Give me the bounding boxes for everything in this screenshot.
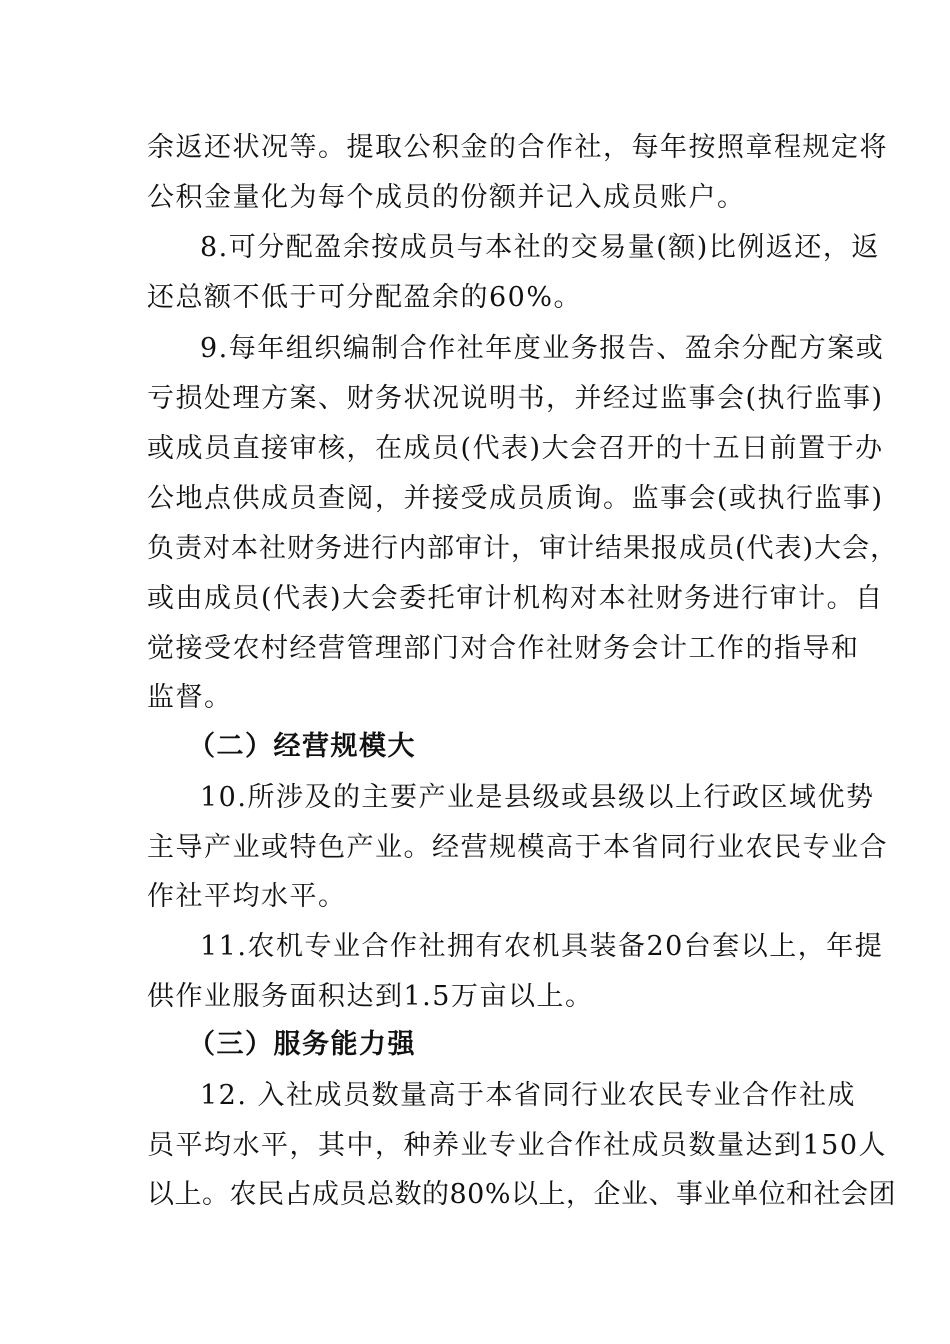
text-line [0, 424, 950, 474]
line-text: 供作业服务面积达到1.5万亩以上。 [147, 981, 594, 1012]
text-line [0, 273, 950, 323]
text-line [0, 173, 950, 223]
heading-text: （三）服务能力强 [188, 1029, 416, 1060]
line-text: 主导产业或特色产业。经营规模高于本省同行业农民专业合 [147, 832, 888, 863]
line-text: 11.农机专业合作社拥有农机具装备20台套以上，年提 [200, 931, 884, 962]
text-line [0, 673, 950, 723]
text-line [0, 922, 950, 972]
text-line [0, 1121, 950, 1171]
line-text: 公积金量化为每个成员的份额并记入成员账户。 [147, 182, 746, 213]
text-line [0, 823, 950, 873]
line-text: 12. 入社成员数量高于本省同行业农民专业合作社成 [200, 1080, 857, 1111]
line-text: 觉接受农村经营管理部门对合作社财务会计工作的指导和 [147, 633, 860, 664]
text-line [0, 324, 950, 374]
line-text: 监督。 [147, 682, 233, 713]
line-text: 作社平均水平。 [147, 881, 347, 912]
text-line [0, 374, 950, 424]
heading-text: （二）经营规模大 [188, 731, 416, 762]
text-line [0, 123, 950, 173]
line-text: 以上。农民占成员总数的80%以上，企业、事业单位和社会团 [147, 1179, 897, 1210]
line-text: 或成员直接审核，在成员(代表)大会召开的十五日前置于办 [147, 433, 884, 464]
section-heading [0, 1020, 950, 1070]
line-text: 负责对本社财务进行内部审计，审计结果报成员(代表)大会， [147, 533, 899, 564]
line-text: 还总额不低于可分配盈余的60%。 [147, 282, 583, 313]
line-text: 10.所涉及的主要产业是县级或县级以上行政区域优势 [200, 782, 875, 813]
line-text: 或由成员(代表)大会委托审计机构对本社财务进行审计。自 [147, 583, 884, 614]
text-line [0, 574, 950, 624]
text-line [0, 773, 950, 823]
text-line [0, 1170, 950, 1220]
line-text: 亏损处理方案、财务状况说明书，并经过监事会(执行监事) [147, 383, 884, 414]
text-line [0, 1071, 950, 1121]
text-line [0, 524, 950, 574]
line-text: 9.每年组织编制合作社年度业务报告、盈余分配方案或 [200, 333, 885, 364]
text-line [0, 972, 950, 1022]
line-text: 公地点供成员查阅，并接受成员质询。监事会(或执行监事) [147, 483, 884, 514]
text-line [0, 624, 950, 674]
text-line [0, 474, 950, 524]
section-heading [0, 722, 950, 772]
line-text: 8.可分配盈余按成员与本社的交易量(额)比例返还，返 [200, 232, 880, 263]
line-text: 余返还状况等。提取公积金的合作社，每年按照章程规定将 [147, 132, 888, 163]
text-line [0, 872, 950, 922]
line-text: 员平均水平，其中，种养业专业合作社成员数量达到150人 [147, 1130, 888, 1161]
text-line [0, 223, 950, 273]
